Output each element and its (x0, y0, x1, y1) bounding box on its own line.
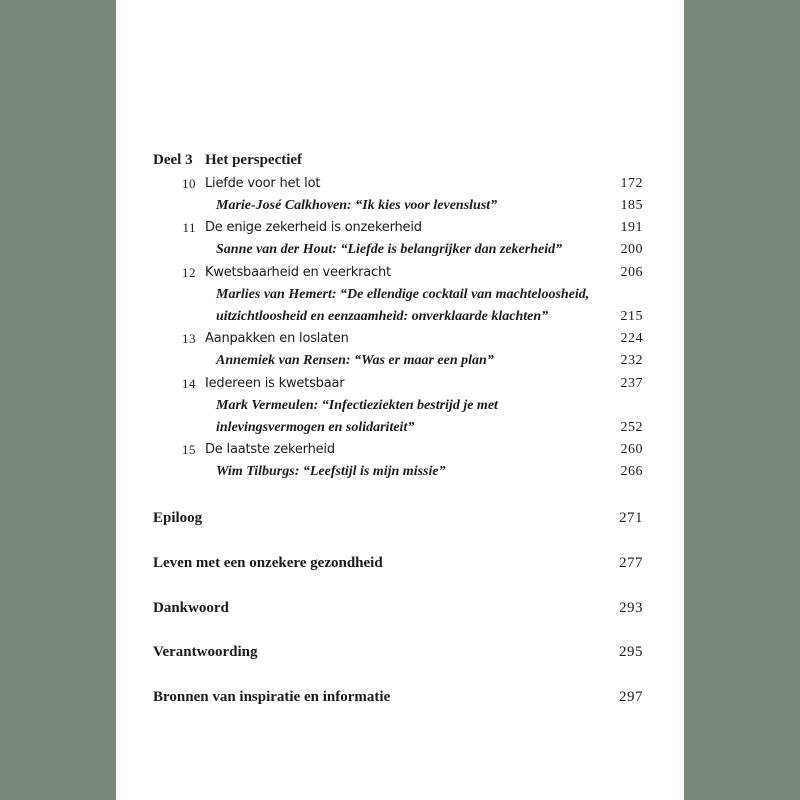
chapter-page: 206 (620, 265, 643, 280)
chapter-number: 12 (182, 265, 196, 280)
section-title: Dankwoord (153, 600, 229, 616)
chapter-number: 11 (182, 220, 196, 235)
chapter-title: Liefde voor het lot (205, 176, 321, 191)
section-page: 293 (619, 600, 643, 616)
chapter-title: De enige zekerheid is onzekerheid (205, 220, 422, 235)
part-title: Het perspectief (205, 152, 303, 168)
chapter-page: 172 (620, 176, 643, 191)
chapter-title: De laatste zekerheid (205, 442, 335, 457)
section-page: 297 (619, 689, 643, 705)
section-title: Bronnen van inspiratie en informatie (153, 689, 391, 705)
interview-title-continued: inlevingsvermogen en solidariteit” (216, 420, 415, 435)
chapter-title: Aanpakken en loslaten (205, 331, 349, 346)
section-title: Leven met een onzekere gezondheid (153, 555, 383, 571)
chapter-page: 224 (620, 331, 643, 346)
interview-title: Annemiek van Rensen: “Was er maar een plan” (216, 353, 494, 368)
interview-title: Marlies van Hemert: “De ellendige cocktail van machteloosheid, (216, 287, 590, 302)
section-title: Verantwoording (153, 644, 258, 660)
book-page (116, 0, 684, 800)
interview-title: Sanne van der Hout: “Liefde is belangrijker dan zekerheid” (216, 242, 563, 257)
section-page: 277 (619, 555, 643, 571)
interview-page: 252 (620, 420, 643, 435)
chapter-title: Iedereen is kwetsbaar (205, 376, 345, 391)
section-page: 271 (619, 510, 643, 526)
chapter-page: 237 (620, 376, 643, 391)
interview-title: Marie-José Calkhoven: “Ik kies voor levenslust” (216, 198, 498, 213)
part-label: Deel 3 (153, 152, 193, 168)
interview-page: 266 (620, 464, 643, 479)
chapter-title: Kwetsbaarheid en veerkracht (205, 265, 391, 280)
chapter-number: 15 (182, 442, 196, 457)
section-title: Epiloog (153, 510, 203, 526)
chapter-number: 14 (182, 376, 196, 391)
interview-title: Wim Tilburgs: “Leefstijl is mijn missie” (216, 464, 446, 479)
interview-title: Mark Vermeulen: “Infectieziekten bestrijd je met (216, 398, 498, 413)
chapter-number: 10 (182, 176, 196, 191)
interview-page: 215 (620, 309, 643, 324)
chapter-page: 191 (620, 220, 643, 235)
interview-page: 232 (620, 353, 643, 368)
interview-page: 185 (620, 198, 643, 213)
interview-title-continued: uitzichtloosheid en eenzaamheid: onverklaarde klachten” (216, 309, 549, 324)
section-page: 295 (619, 644, 643, 660)
table-of-contents (116, 0, 684, 800)
interview-page: 200 (620, 242, 643, 257)
chapter-number: 13 (182, 331, 196, 346)
chapter-page: 260 (620, 442, 643, 457)
